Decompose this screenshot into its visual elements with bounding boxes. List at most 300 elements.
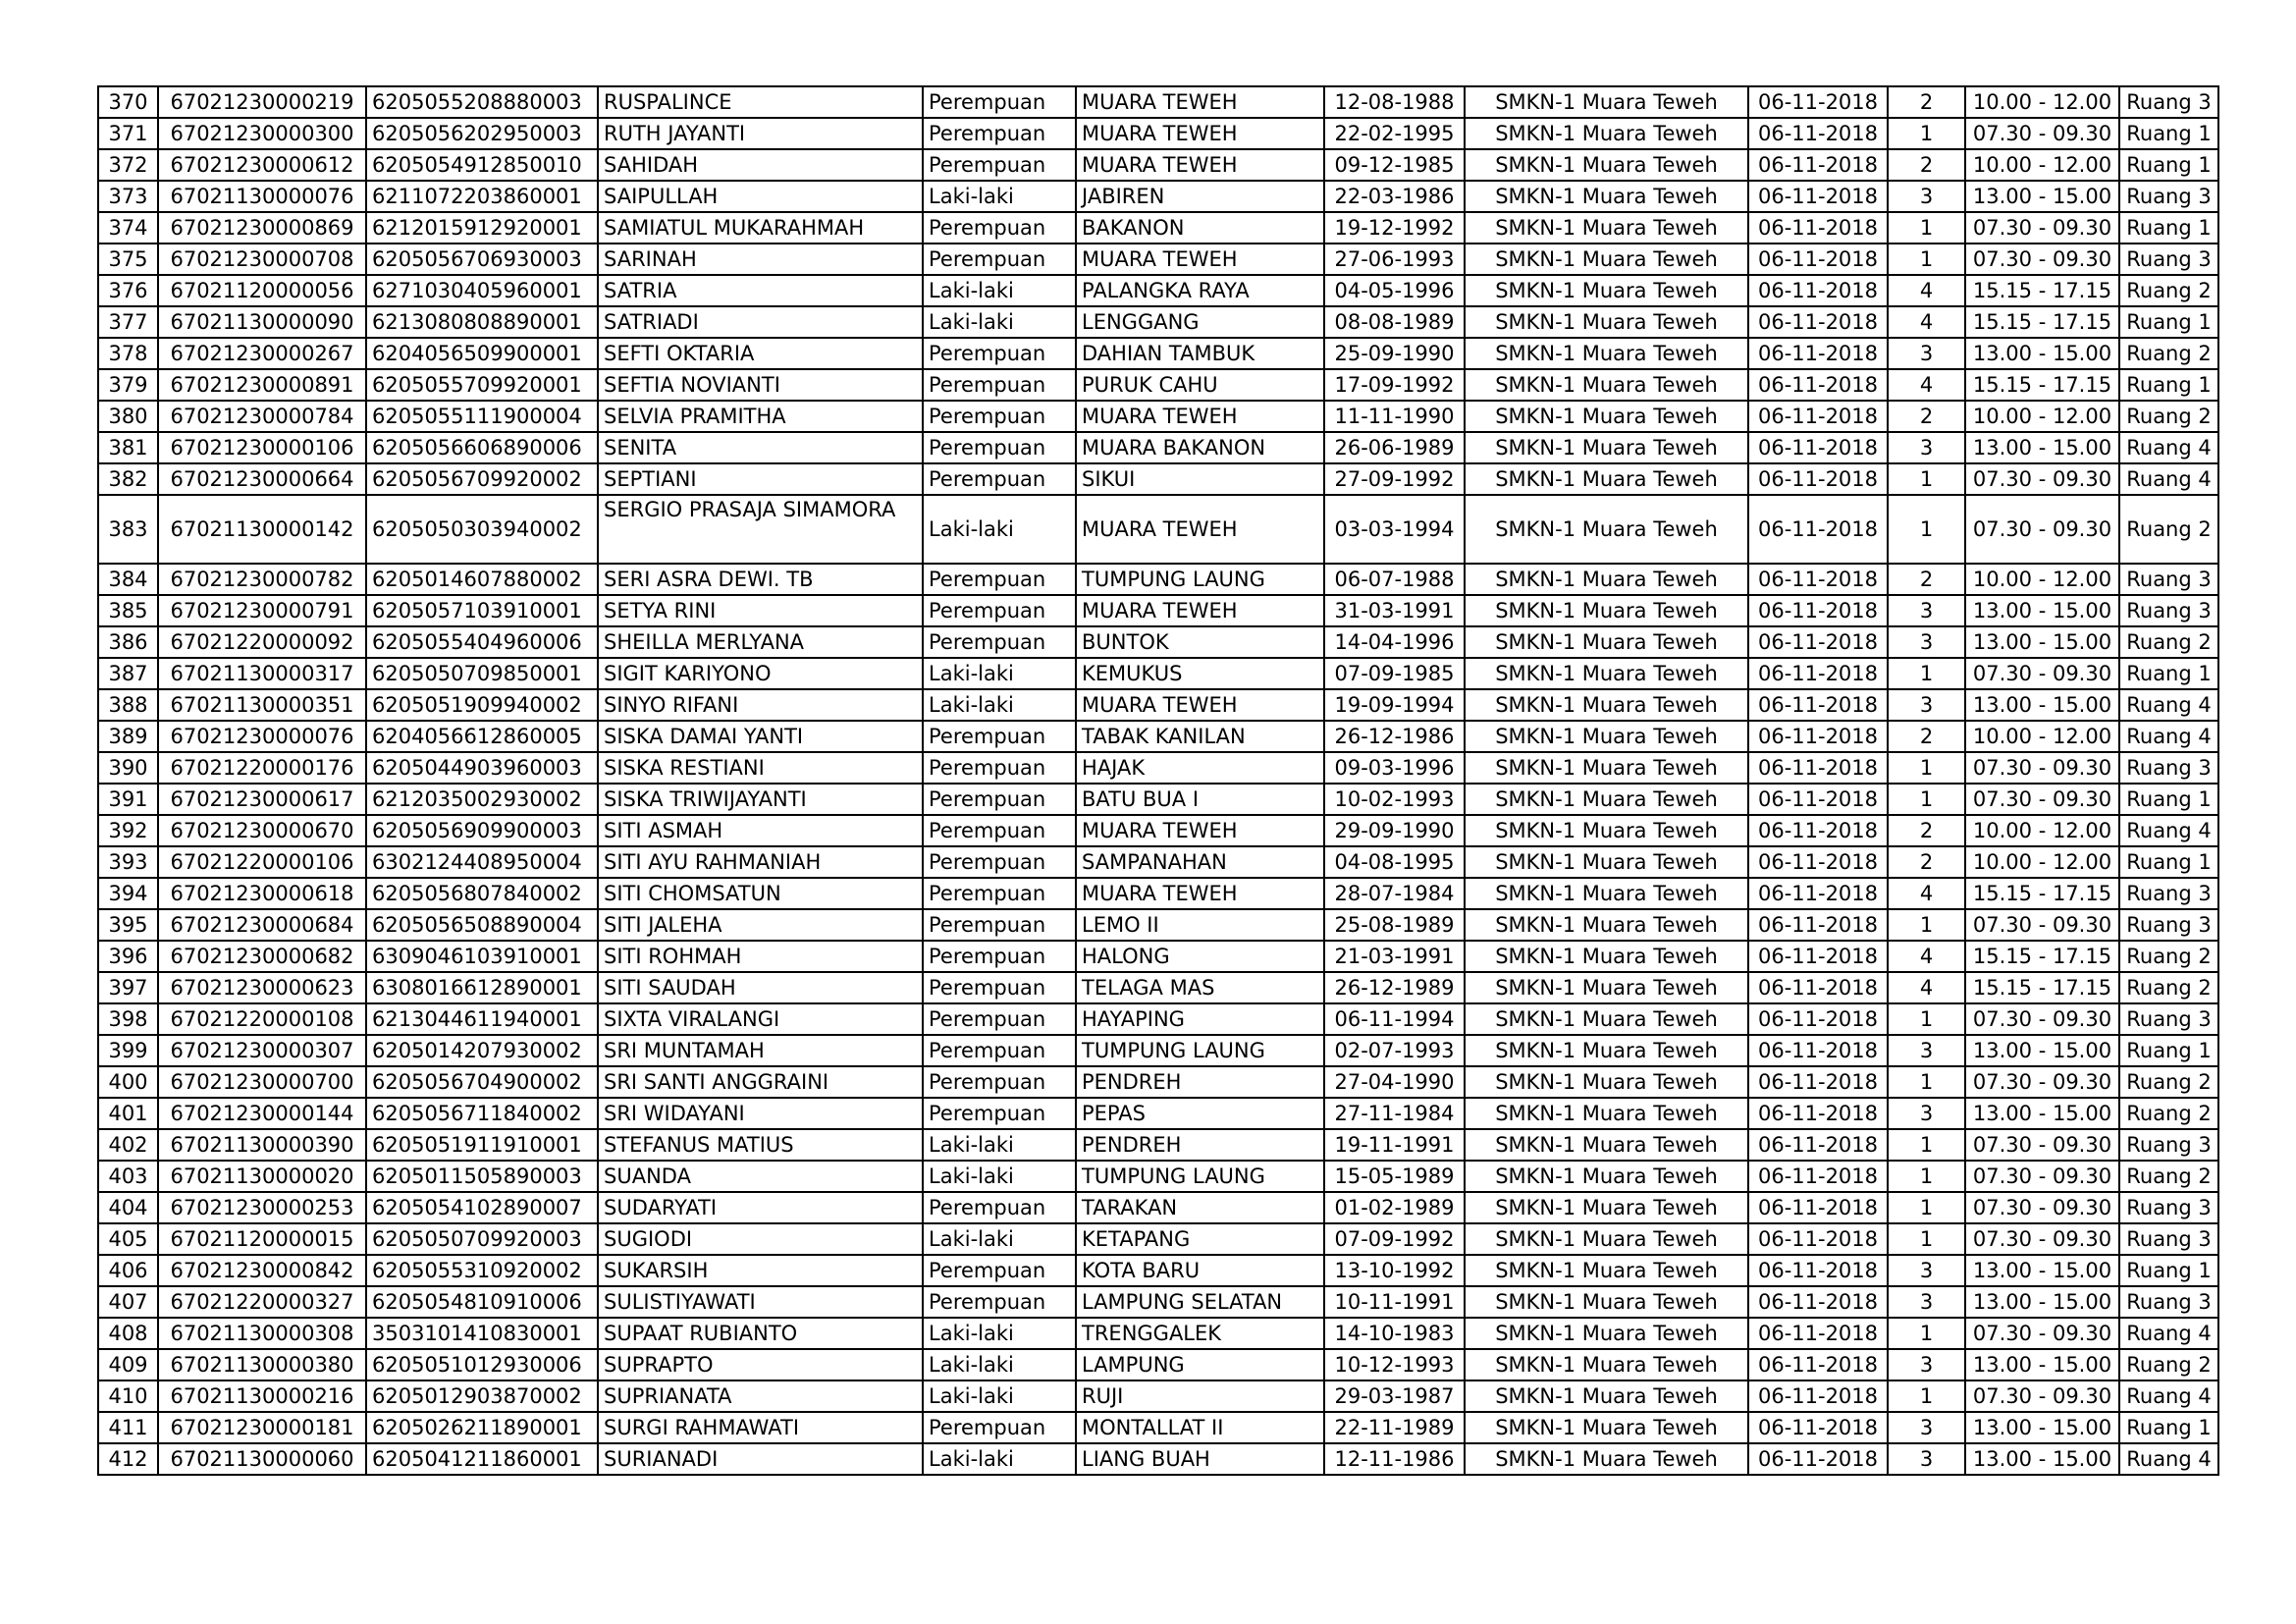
- gender-cell: Perempuan: [923, 212, 1076, 244]
- birth-date-cell: 03-03-1994: [1324, 495, 1465, 564]
- birth-date-cell: 14-10-1983: [1324, 1318, 1465, 1349]
- exam-time-cell: 10.00 - 12.00: [1965, 149, 2119, 181]
- birth-date-cell: 09-12-1985: [1324, 149, 1465, 181]
- exam-date-cell: 06-11-2018: [1748, 212, 1888, 244]
- participant-number-cell: 67021230000700: [158, 1066, 366, 1098]
- exam-date-cell: 06-11-2018: [1748, 86, 1888, 118]
- nik-cell: 6308016612890001: [366, 972, 598, 1003]
- birthplace-cell: LIANG BUAH: [1076, 1443, 1324, 1475]
- exam-location-cell: SMKN-1 Muara Teweh: [1465, 1129, 1748, 1161]
- nik-cell: 6211072203860001: [366, 181, 598, 212]
- room-cell: Ruang 2: [2119, 972, 2218, 1003]
- participant-number-cell: 67021230000106: [158, 432, 366, 463]
- exam-date-cell: 06-11-2018: [1748, 752, 1888, 784]
- nik-cell: 6205056909900003: [366, 815, 598, 846]
- participant-number-cell: 67021130000380: [158, 1349, 366, 1380]
- gender-cell: Laki-laki: [923, 181, 1076, 212]
- room-cell: Ruang 3: [2119, 1192, 2218, 1223]
- gender-cell: Perempuan: [923, 149, 1076, 181]
- row-number-cell: 412: [98, 1443, 158, 1475]
- nik-cell: 6205055208880003: [366, 86, 598, 118]
- session-cell: 1: [1888, 1192, 1965, 1223]
- exam-time-cell: 07.30 - 09.30: [1965, 1003, 2119, 1035]
- room-cell: Ruang 4: [2119, 1380, 2218, 1412]
- nik-cell: 6205056706930003: [366, 244, 598, 275]
- exam-date-cell: 06-11-2018: [1748, 1412, 1888, 1443]
- room-cell: Ruang 3: [2119, 1223, 2218, 1255]
- participant-name-cell: SUPRIANATA: [598, 1380, 923, 1412]
- session-cell: 2: [1888, 721, 1965, 752]
- exam-location-cell: SMKN-1 Muara Teweh: [1465, 1192, 1748, 1223]
- exam-time-cell: 13.00 - 15.00: [1965, 1349, 2119, 1380]
- room-cell: Ruang 4: [2119, 1318, 2218, 1349]
- table-row: [98, 752, 2218, 784]
- room-cell: Ruang 1: [2119, 846, 2218, 878]
- participant-name-cell: SUDARYATI: [598, 1192, 923, 1223]
- birth-date-cell: 22-02-1995: [1324, 118, 1465, 149]
- exam-date-cell: 06-11-2018: [1748, 1318, 1888, 1349]
- exam-date-cell: 06-11-2018: [1748, 244, 1888, 275]
- room-cell: Ruang 4: [2119, 721, 2218, 752]
- nik-cell: 6205056711840002: [366, 1098, 598, 1129]
- room-cell: Ruang 1: [2119, 118, 2218, 149]
- session-cell: 3: [1888, 432, 1965, 463]
- birthplace-cell: MUARA TEWEH: [1076, 689, 1324, 721]
- exam-location-cell: SMKN-1 Muara Teweh: [1465, 369, 1748, 401]
- participant-number-cell: 67021120000015: [158, 1223, 366, 1255]
- birth-date-cell: 29-09-1990: [1324, 815, 1465, 846]
- exam-date-cell: 06-11-2018: [1748, 846, 1888, 878]
- session-cell: 3: [1888, 1286, 1965, 1318]
- gender-cell: Laki-laki: [923, 658, 1076, 689]
- nik-cell: 6205044903960003: [366, 752, 598, 784]
- row-number-cell: 384: [98, 564, 158, 595]
- table-row: [98, 1349, 2218, 1380]
- birthplace-cell: TARAKAN: [1076, 1192, 1324, 1223]
- gender-cell: Perempuan: [923, 118, 1076, 149]
- row-number-cell: 394: [98, 878, 158, 909]
- session-cell: 2: [1888, 401, 1965, 432]
- participant-name-cell: SISKA RESTIANI: [598, 752, 923, 784]
- birthplace-cell: MUARA TEWEH: [1076, 595, 1324, 626]
- participant-number-cell: 67021230000891: [158, 369, 366, 401]
- table-row: [98, 595, 2218, 626]
- gender-cell: Perempuan: [923, 564, 1076, 595]
- gender-cell: Perempuan: [923, 1035, 1076, 1066]
- participant-number-cell: 67021230000618: [158, 878, 366, 909]
- table-row: [98, 564, 2218, 595]
- session-cell: 3: [1888, 626, 1965, 658]
- birthplace-cell: PENDREH: [1076, 1066, 1324, 1098]
- row-number-cell: 401: [98, 1098, 158, 1129]
- birthplace-cell: JABIREN: [1076, 181, 1324, 212]
- birthplace-cell: KETAPANG: [1076, 1223, 1324, 1255]
- exam-location-cell: SMKN-1 Muara Teweh: [1465, 401, 1748, 432]
- table-row: [98, 1443, 2218, 1475]
- exam-location-cell: SMKN-1 Muara Teweh: [1465, 244, 1748, 275]
- birthplace-cell: SIKUI: [1076, 463, 1324, 495]
- row-number-cell: 405: [98, 1223, 158, 1255]
- exam-location-cell: SMKN-1 Muara Teweh: [1465, 1443, 1748, 1475]
- participant-number-cell: 67021130000142: [158, 495, 366, 564]
- gender-cell: Laki-laki: [923, 275, 1076, 306]
- room-cell: Ruang 2: [2119, 1161, 2218, 1192]
- nik-cell: 6205056709920002: [366, 463, 598, 495]
- row-number-cell: 388: [98, 689, 158, 721]
- room-cell: Ruang 3: [2119, 181, 2218, 212]
- participant-number-cell: 67021130000390: [158, 1129, 366, 1161]
- table-row: [98, 369, 2218, 401]
- room-cell: Ruang 2: [2119, 1098, 2218, 1129]
- birth-date-cell: 26-06-1989: [1324, 432, 1465, 463]
- exam-time-cell: 07.30 - 09.30: [1965, 1161, 2119, 1192]
- participant-number-cell: 67021120000056: [158, 275, 366, 306]
- birth-date-cell: 10-12-1993: [1324, 1349, 1465, 1380]
- exam-time-cell: 13.00 - 15.00: [1965, 626, 2119, 658]
- session-cell: 1: [1888, 752, 1965, 784]
- participant-number-cell: 67021130000020: [158, 1161, 366, 1192]
- birth-date-cell: 26-12-1986: [1324, 721, 1465, 752]
- gender-cell: Laki-laki: [923, 306, 1076, 338]
- gender-cell: Perempuan: [923, 244, 1076, 275]
- nik-cell: 6205050709920003: [366, 1223, 598, 1255]
- table-row: [98, 1035, 2218, 1066]
- table-row: [98, 1318, 2218, 1349]
- nik-cell: 6213044611940001: [366, 1003, 598, 1035]
- session-cell: 3: [1888, 1443, 1965, 1475]
- gender-cell: Perempuan: [923, 815, 1076, 846]
- exam-time-cell: 07.30 - 09.30: [1965, 212, 2119, 244]
- participant-number-cell: 67021220000092: [158, 626, 366, 658]
- participant-name-cell: SITI CHOMSATUN: [598, 878, 923, 909]
- table-row: [98, 495, 2218, 564]
- table-row: [98, 275, 2218, 306]
- participant-number-cell: 67021130000308: [158, 1318, 366, 1349]
- birth-date-cell: 19-11-1991: [1324, 1129, 1465, 1161]
- exam-time-cell: 13.00 - 15.00: [1965, 689, 2119, 721]
- exam-date-cell: 06-11-2018: [1748, 338, 1888, 369]
- exam-location-cell: SMKN-1 Muara Teweh: [1465, 306, 1748, 338]
- row-number-cell: 399: [98, 1035, 158, 1066]
- session-cell: 3: [1888, 1412, 1965, 1443]
- row-number-cell: 391: [98, 784, 158, 815]
- exam-location-cell: SMKN-1 Muara Teweh: [1465, 1035, 1748, 1066]
- participant-name-cell: SENITA: [598, 432, 923, 463]
- gender-cell: Perempuan: [923, 401, 1076, 432]
- birthplace-cell: MUARA BAKANON: [1076, 432, 1324, 463]
- participant-name-cell: RUTH JAYANTI: [598, 118, 923, 149]
- row-number-cell: 404: [98, 1192, 158, 1223]
- participant-name-cell: SARINAH: [598, 244, 923, 275]
- participant-number-cell: 67021220000108: [158, 1003, 366, 1035]
- nik-cell: 6205056704900002: [366, 1066, 598, 1098]
- table-row: [98, 784, 2218, 815]
- birthplace-cell: PALANGKA RAYA: [1076, 275, 1324, 306]
- session-cell: 1: [1888, 1003, 1965, 1035]
- room-cell: Ruang 4: [2119, 689, 2218, 721]
- room-cell: Ruang 2: [2119, 275, 2218, 306]
- room-cell: Ruang 1: [2119, 149, 2218, 181]
- room-cell: Ruang 2: [2119, 626, 2218, 658]
- row-number-cell: 410: [98, 1380, 158, 1412]
- gender-cell: Perempuan: [923, 369, 1076, 401]
- birthplace-cell: KOTA BARU: [1076, 1255, 1324, 1286]
- exam-time-cell: 07.30 - 09.30: [1965, 118, 2119, 149]
- gender-cell: Perempuan: [923, 784, 1076, 815]
- birthplace-cell: MUARA TEWEH: [1076, 878, 1324, 909]
- birthplace-cell: TABAK KANILAN: [1076, 721, 1324, 752]
- participant-number-cell: 67021220000327: [158, 1286, 366, 1318]
- nik-cell: 6205056606890006: [366, 432, 598, 463]
- participant-number-cell: 67021230000144: [158, 1098, 366, 1129]
- birth-date-cell: 01-02-1989: [1324, 1192, 1465, 1223]
- exam-date-cell: 06-11-2018: [1748, 1066, 1888, 1098]
- session-cell: 1: [1888, 244, 1965, 275]
- nik-cell: 6205057103910001: [366, 595, 598, 626]
- participant-name-cell: SISKA DAMAI YANTI: [598, 721, 923, 752]
- birth-date-cell: 27-06-1993: [1324, 244, 1465, 275]
- exam-date-cell: 06-11-2018: [1748, 181, 1888, 212]
- gender-cell: Laki-laki: [923, 689, 1076, 721]
- room-cell: Ruang 2: [2119, 1066, 2218, 1098]
- row-number-cell: 381: [98, 432, 158, 463]
- exam-location-cell: SMKN-1 Muara Teweh: [1465, 275, 1748, 306]
- participant-name-cell: SAIPULLAH: [598, 181, 923, 212]
- exam-location-cell: SMKN-1 Muara Teweh: [1465, 432, 1748, 463]
- exam-time-cell: 07.30 - 09.30: [1965, 1192, 2119, 1223]
- row-number-cell: 385: [98, 595, 158, 626]
- table-row: [98, 972, 2218, 1003]
- exam-time-cell: 10.00 - 12.00: [1965, 401, 2119, 432]
- gender-cell: Perempuan: [923, 1192, 1076, 1223]
- table-row: [98, 118, 2218, 149]
- room-cell: Ruang 1: [2119, 784, 2218, 815]
- session-cell: 4: [1888, 275, 1965, 306]
- participant-name-cell: SATRIADI: [598, 306, 923, 338]
- exam-time-cell: 10.00 - 12.00: [1965, 86, 2119, 118]
- gender-cell: Perempuan: [923, 972, 1076, 1003]
- table-row: [98, 626, 2218, 658]
- nik-cell: 6205014207930002: [366, 1035, 598, 1066]
- table-row: [98, 1161, 2218, 1192]
- nik-cell: 6204056509900001: [366, 338, 598, 369]
- birth-date-cell: 07-09-1985: [1324, 658, 1465, 689]
- birthplace-cell: LEMO II: [1076, 909, 1324, 941]
- exam-location-cell: SMKN-1 Muara Teweh: [1465, 689, 1748, 721]
- table-row: [98, 1129, 2218, 1161]
- table-row: [98, 1066, 2218, 1098]
- gender-cell: Perempuan: [923, 1003, 1076, 1035]
- birth-date-cell: 06-07-1988: [1324, 564, 1465, 595]
- nik-cell: 6205055111900004: [366, 401, 598, 432]
- nik-cell: 6204056612860005: [366, 721, 598, 752]
- birth-date-cell: 13-10-1992: [1324, 1255, 1465, 1286]
- exam-location-cell: SMKN-1 Muara Teweh: [1465, 941, 1748, 972]
- birthplace-cell: SAMPANAHAN: [1076, 846, 1324, 878]
- exam-date-cell: 06-11-2018: [1748, 1255, 1888, 1286]
- participant-number-cell: 67021230000267: [158, 338, 366, 369]
- nik-cell: 6205026211890001: [366, 1412, 598, 1443]
- session-cell: 1: [1888, 118, 1965, 149]
- exam-date-cell: 06-11-2018: [1748, 721, 1888, 752]
- participant-number-cell: 67021130000317: [158, 658, 366, 689]
- gender-cell: Perempuan: [923, 1066, 1076, 1098]
- birthplace-cell: TUMPUNG LAUNG: [1076, 564, 1324, 595]
- room-cell: Ruang 2: [2119, 941, 2218, 972]
- room-cell: Ruang 2: [2119, 495, 2218, 564]
- gender-cell: Laki-laki: [923, 1129, 1076, 1161]
- session-cell: 3: [1888, 595, 1965, 626]
- participant-name-cell: SURIANADI: [598, 1443, 923, 1475]
- exam-time-cell: 15.15 - 17.15: [1965, 941, 2119, 972]
- nik-cell: 6213080808890001: [366, 306, 598, 338]
- nik-cell: 6205051911910001: [366, 1129, 598, 1161]
- exam-time-cell: 10.00 - 12.00: [1965, 846, 2119, 878]
- row-number-cell: 370: [98, 86, 158, 118]
- room-cell: Ruang 1: [2119, 1035, 2218, 1066]
- room-cell: Ruang 3: [2119, 564, 2218, 595]
- participant-number-cell: 67021230000869: [158, 212, 366, 244]
- exam-location-cell: SMKN-1 Muara Teweh: [1465, 721, 1748, 752]
- gender-cell: Laki-laki: [923, 1161, 1076, 1192]
- exam-time-cell: 13.00 - 15.00: [1965, 181, 2119, 212]
- gender-cell: Perempuan: [923, 86, 1076, 118]
- participant-number-cell: 67021230000782: [158, 564, 366, 595]
- session-cell: 4: [1888, 369, 1965, 401]
- birthplace-cell: PENDREH: [1076, 1129, 1324, 1161]
- gender-cell: Perempuan: [923, 432, 1076, 463]
- room-cell: Ruang 3: [2119, 86, 2218, 118]
- exam-date-cell: 06-11-2018: [1748, 1349, 1888, 1380]
- table-row: [98, 1255, 2218, 1286]
- exam-location-cell: SMKN-1 Muara Teweh: [1465, 338, 1748, 369]
- participant-name-cell: SATRIA: [598, 275, 923, 306]
- exam-date-cell: 06-11-2018: [1748, 401, 1888, 432]
- row-number-cell: 382: [98, 463, 158, 495]
- birth-date-cell: 27-09-1992: [1324, 463, 1465, 495]
- session-cell: 4: [1888, 972, 1965, 1003]
- participant-name-cell: SUKARSIH: [598, 1255, 923, 1286]
- table-row: [98, 878, 2218, 909]
- room-cell: Ruang 3: [2119, 1129, 2218, 1161]
- nik-cell: 6309046103910001: [366, 941, 598, 972]
- participant-name-cell: SEPTIANI: [598, 463, 923, 495]
- participant-number-cell: 67021230000181: [158, 1412, 366, 1443]
- exam-date-cell: 06-11-2018: [1748, 432, 1888, 463]
- birthplace-cell: LAMPUNG: [1076, 1349, 1324, 1380]
- gender-cell: Laki-laki: [923, 1380, 1076, 1412]
- table-row: [98, 689, 2218, 721]
- session-cell: 3: [1888, 338, 1965, 369]
- exam-date-cell: 06-11-2018: [1748, 118, 1888, 149]
- table-row: [98, 815, 2218, 846]
- birthplace-cell: BAKANON: [1076, 212, 1324, 244]
- session-cell: 1: [1888, 658, 1965, 689]
- participant-number-cell: 67021230000791: [158, 595, 366, 626]
- participant-number-cell: 67021230000623: [158, 972, 366, 1003]
- nik-cell: 6205041211860001: [366, 1443, 598, 1475]
- row-number-cell: 408: [98, 1318, 158, 1349]
- row-number-cell: 390: [98, 752, 158, 784]
- birthplace-cell: PURUK CAHU: [1076, 369, 1324, 401]
- room-cell: Ruang 1: [2119, 658, 2218, 689]
- participant-name-cell: SIXTA VIRALANGI: [598, 1003, 923, 1035]
- participant-name-cell: SELVIA PRAMITHA: [598, 401, 923, 432]
- session-cell: 4: [1888, 878, 1965, 909]
- row-number-cell: 393: [98, 846, 158, 878]
- exam-date-cell: 06-11-2018: [1748, 369, 1888, 401]
- table-body: [98, 86, 2218, 1475]
- table-row: [98, 149, 2218, 181]
- nik-cell: 6271030405960001: [366, 275, 598, 306]
- session-cell: 3: [1888, 181, 1965, 212]
- birthplace-cell: TUMPUNG LAUNG: [1076, 1035, 1324, 1066]
- birthplace-cell: MUARA TEWEH: [1076, 815, 1324, 846]
- room-cell: Ruang 3: [2119, 1286, 2218, 1318]
- birth-date-cell: 25-09-1990: [1324, 338, 1465, 369]
- row-number-cell: 380: [98, 401, 158, 432]
- session-cell: 1: [1888, 909, 1965, 941]
- row-number-cell: 378: [98, 338, 158, 369]
- row-number-cell: 372: [98, 149, 158, 181]
- exam-date-cell: 06-11-2018: [1748, 595, 1888, 626]
- table-row: [98, 1412, 2218, 1443]
- exam-location-cell: SMKN-1 Muara Teweh: [1465, 972, 1748, 1003]
- participant-number-cell: 67021230000670: [158, 815, 366, 846]
- exam-time-cell: 13.00 - 15.00: [1965, 432, 2119, 463]
- room-cell: Ruang 4: [2119, 815, 2218, 846]
- birth-date-cell: 12-08-1988: [1324, 86, 1465, 118]
- room-cell: Ruang 1: [2119, 1255, 2218, 1286]
- session-cell: 2: [1888, 149, 1965, 181]
- exam-time-cell: 07.30 - 09.30: [1965, 495, 2119, 564]
- row-number-cell: 392: [98, 815, 158, 846]
- exam-time-cell: 07.30 - 09.30: [1965, 1318, 2119, 1349]
- exam-time-cell: 07.30 - 09.30: [1965, 1223, 2119, 1255]
- row-number-cell: 409: [98, 1349, 158, 1380]
- room-cell: Ruang 2: [2119, 1349, 2218, 1380]
- exam-date-cell: 06-11-2018: [1748, 1223, 1888, 1255]
- table-row: [98, 1003, 2218, 1035]
- exam-date-cell: 06-11-2018: [1748, 149, 1888, 181]
- birthplace-cell: MUARA TEWEH: [1076, 118, 1324, 149]
- participant-name-cell: SITI ROHMAH: [598, 941, 923, 972]
- room-cell: Ruang 1: [2119, 1412, 2218, 1443]
- exam-time-cell: 15.15 - 17.15: [1965, 878, 2119, 909]
- session-cell: 1: [1888, 1161, 1965, 1192]
- participant-number-cell: 67021230000300: [158, 118, 366, 149]
- room-cell: Ruang 1: [2119, 212, 2218, 244]
- table-row: [98, 212, 2218, 244]
- row-number-cell: 371: [98, 118, 158, 149]
- row-number-cell: 383: [98, 495, 158, 564]
- gender-cell: Perempuan: [923, 878, 1076, 909]
- birth-date-cell: 27-04-1990: [1324, 1066, 1465, 1098]
- exam-location-cell: SMKN-1 Muara Teweh: [1465, 595, 1748, 626]
- exam-time-cell: 13.00 - 15.00: [1965, 1035, 2119, 1066]
- exam-location-cell: SMKN-1 Muara Teweh: [1465, 1318, 1748, 1349]
- session-cell: 3: [1888, 1098, 1965, 1129]
- participant-number-cell: 67021230000842: [158, 1255, 366, 1286]
- participant-number-cell: 67021230000784: [158, 401, 366, 432]
- exam-time-cell: 07.30 - 09.30: [1965, 1380, 2119, 1412]
- participant-name-cell: SETYA RINI: [598, 595, 923, 626]
- room-cell: Ruang 3: [2119, 909, 2218, 941]
- table-row: [98, 432, 2218, 463]
- participant-name-cell: SISKA TRIWIJAYANTI: [598, 784, 923, 815]
- participant-name-cell: SITI JALEHA: [598, 909, 923, 941]
- birthplace-cell: DAHIAN TAMBUK: [1076, 338, 1324, 369]
